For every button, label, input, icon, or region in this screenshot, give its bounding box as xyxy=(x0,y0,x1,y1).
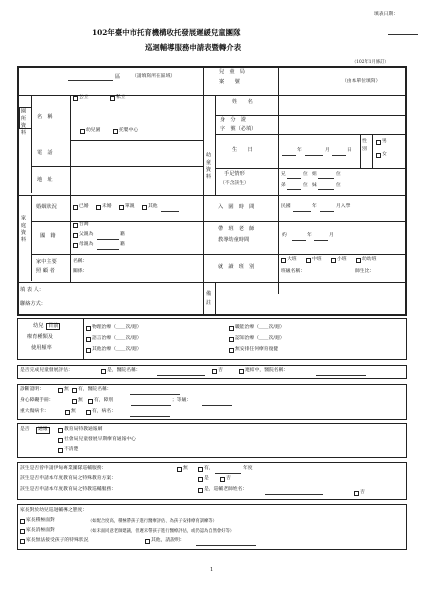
school-side-box xyxy=(19,107,32,129)
nationality-label: 國 籍 xyxy=(40,233,56,239)
diagnosis-none-option: 無 xyxy=(64,387,69,392)
therapy-label-box: 目前 xyxy=(48,323,59,329)
attitude-reject-option: 家長無法接受孩子的特殊狀況 xyxy=(26,538,89,543)
report-social-checkbox[interactable] xyxy=(58,438,63,443)
birth-year: 年 xyxy=(297,148,302,153)
q2-label: 該生是否申請本年度教育局之特殊教育方案： xyxy=(20,476,116,481)
caregiver-label-2: 照 顧 者 xyxy=(36,268,55,274)
siblings-younger-brother: 弟 xyxy=(281,183,286,188)
q3-no-checkbox[interactable] xyxy=(354,491,359,496)
rare-disease-label: 重大傷病卡： xyxy=(20,409,49,414)
report-label-box: 通報 xyxy=(38,427,48,432)
phone-label: 電 話 xyxy=(37,150,53,156)
kindergarten-checkbox[interactable] xyxy=(80,129,85,134)
teacher-years: 年 xyxy=(307,233,312,238)
class-toddler-option: 幼幼班 xyxy=(362,257,377,262)
caregiver-label: 家中主要 xyxy=(36,259,57,265)
female-option: 女 xyxy=(382,152,387,157)
attitude-title: 家長對於幼兒巡迴輔導之態度： xyxy=(20,508,88,513)
report-unknown-checkbox[interactable] xyxy=(58,448,63,453)
mother-nationality-option: 母親為 xyxy=(79,242,94,247)
siblings-brother: 兄 xyxy=(281,172,286,177)
q3-label: 該生是否申請本年度教育局之特教巡輔服務： xyxy=(20,487,116,492)
class-middle-option: 中班 xyxy=(312,257,322,262)
siblings-note: （不含該生） xyxy=(220,181,249,186)
filler-label: 填 表 人： xyxy=(20,287,45,293)
male-checkbox[interactable] xyxy=(376,140,381,145)
occupational-therapy-checkbox[interactable] xyxy=(229,326,234,331)
school-side-label: 園所資料 xyxy=(20,108,26,137)
case-no-hint: （由本單位填寫） xyxy=(342,79,381,84)
marital-other-checkbox[interactable] xyxy=(142,205,147,210)
caregiver-relation-label: 關係： xyxy=(73,269,88,274)
attitude-other-checkbox[interactable] xyxy=(145,539,150,544)
occupational-therapy-option: 職能治療（＿＿次/週） xyxy=(235,325,285,330)
married-checkbox[interactable] xyxy=(73,205,78,210)
q2-no-option: 否 xyxy=(226,476,231,481)
diagnosis-has-checkbox[interactable] xyxy=(72,388,77,393)
remark-label: 備註 xyxy=(206,291,212,306)
class-middle-checkbox[interactable] xyxy=(306,258,311,263)
q1-no-checkbox[interactable] xyxy=(177,467,182,472)
marital-label: 婚姻狀況 xyxy=(36,204,57,210)
therapy-label-2: 療育種類及 xyxy=(27,334,53,340)
nursery-option: 托嬰中心 xyxy=(119,128,139,133)
caregiver-name-label: 名稱： xyxy=(73,259,88,264)
attitude-positive-option: 家長積極面對 xyxy=(26,518,55,523)
mother-nationality-checkbox[interactable] xyxy=(73,243,78,248)
fill-date-label: 填表日期： xyxy=(374,12,398,17)
rare-none-option: 無 xyxy=(71,409,76,414)
attitude-passive-note: （如未面同意老師建議，但遲未帶孩子進行醫療評估，或仍認為自然會好等） xyxy=(88,529,235,534)
other-therapy-option: 其他治療（＿＿次/週） xyxy=(92,347,142,352)
therapy-section xyxy=(17,318,407,360)
evaluation-label: 是否完成兒童發展評估： xyxy=(20,368,73,373)
private-checkbox[interactable] xyxy=(110,96,115,101)
eval-no-option: 否 xyxy=(218,368,223,373)
q1-no-option: 無 xyxy=(183,466,188,471)
class-small-checkbox[interactable] xyxy=(331,258,336,263)
fill-date-line xyxy=(388,34,418,35)
speech-therapy-option: 語言治療（＿＿次/週） xyxy=(92,336,142,341)
child-side-label: 幼童資料 xyxy=(205,152,211,181)
gender-label-box xyxy=(362,138,370,154)
attitude-other-option: 其他，請說明： xyxy=(151,538,185,543)
q2-yes-checkbox[interactable] xyxy=(198,477,203,482)
disability-has-checkbox[interactable] xyxy=(88,399,93,404)
page-number: 1 xyxy=(210,567,214,573)
id-label: 身 分 證 xyxy=(220,117,246,123)
q2-no-checkbox[interactable] xyxy=(220,477,225,482)
school-name-label: 名 稱 xyxy=(37,114,53,120)
report-label: 是否 xyxy=(20,427,30,432)
birth-label: 生 日 xyxy=(232,147,253,153)
siblings-unit-3: 位 xyxy=(303,183,308,188)
q3-yes-checkbox[interactable] xyxy=(198,488,203,493)
marital-other-option: 其他 xyxy=(148,204,158,209)
diagnosis-label: 診斷證明： xyxy=(20,387,44,392)
taiwan-checkbox[interactable] xyxy=(73,223,78,228)
cognitive-therapy-option: 認知治療（＿＿次/週） xyxy=(235,336,285,341)
q2-yes-option: 是 xyxy=(204,476,209,481)
teacher-label-2: 教導幼童時間 xyxy=(218,237,250,243)
unmarried-option: 未婚 xyxy=(102,204,112,209)
diagnosis-none-checkbox[interactable] xyxy=(58,388,63,393)
enroll-month: 月入學 xyxy=(336,204,351,209)
physical-therapy-checkbox[interactable] xyxy=(86,326,91,331)
q1-year-label: 年度 xyxy=(243,466,253,471)
form-title-line1: 102年臺中市托育機構收托發展遲緩兒童團隊 xyxy=(92,28,241,37)
family-side-label: 家庭資料 xyxy=(20,215,26,244)
disability-label: 身心障礙手冊： xyxy=(20,398,54,403)
public-checkbox[interactable] xyxy=(73,96,78,101)
eval-no-checkbox[interactable] xyxy=(212,369,217,374)
report-education-option: 教育局特教通報網 xyxy=(64,427,103,432)
male-option: 男 xyxy=(382,139,387,144)
eval-yes-checkbox[interactable] xyxy=(101,369,106,374)
teacher-label: 帶 班 老 師 xyxy=(218,226,255,232)
married-option: 已婚 xyxy=(79,204,89,209)
enroll-label: 入 園 時 間 xyxy=(218,204,255,210)
disability-none-checkbox[interactable] xyxy=(72,399,77,404)
class-small-option: 小班 xyxy=(337,257,347,262)
disability-grade-label: ；等級： xyxy=(172,398,192,403)
female-checkbox[interactable] xyxy=(376,153,381,158)
main-table-frame xyxy=(17,66,407,316)
siblings-unit-4: 位 xyxy=(336,183,341,188)
father-nationality-option: 父親為 xyxy=(79,232,94,237)
district-line xyxy=(68,80,113,81)
version-note: （102年1月修訂） xyxy=(352,60,389,65)
no-therapy-checkbox[interactable] xyxy=(229,348,234,353)
rare-none-checkbox[interactable] xyxy=(65,410,70,415)
district-hint: （請填寫所在區域） xyxy=(132,74,176,79)
therapy-label-1: 幼兒 xyxy=(33,323,44,329)
form-title-line2: 巡迴輔導服務申請表暨轉介表 xyxy=(145,43,242,52)
gender-label: 性別 xyxy=(362,139,367,152)
siblings-label: 手足情形 xyxy=(224,171,245,177)
attitude-positive-note: （如配合度高，積極帶孩子進行醫療評估、為孩子安排療育訓練等） xyxy=(88,519,217,524)
father-nationality-suffix: 籍 xyxy=(120,232,125,237)
public-option: 公立 xyxy=(79,95,89,100)
report-unknown-option: 不清楚 xyxy=(64,447,79,452)
eval-referral-option: 連結中，醫院名稱： xyxy=(245,368,289,373)
enroll-prefix: 民國 xyxy=(281,204,291,209)
enroll-year: 年 xyxy=(312,204,317,209)
rare-has-checkbox[interactable] xyxy=(86,410,91,415)
unmarried-checkbox[interactable] xyxy=(96,205,101,210)
contact-label: 聯絡方式： xyxy=(20,301,46,307)
single-parent-option: 單親 xyxy=(125,204,135,209)
siblings-unit-1: 位 xyxy=(303,172,308,177)
class-name-label: 班級名稱： xyxy=(281,269,305,274)
eval-yes-option: 是，醫院名稱： xyxy=(107,368,141,373)
eval-referral-checkbox[interactable] xyxy=(239,369,244,374)
class-big-checkbox[interactable] xyxy=(281,258,286,263)
attitude-passive-checkbox[interactable] xyxy=(20,529,25,534)
q3-no-option: 否 xyxy=(360,490,365,495)
kindergarten-option: 幼兒園 xyxy=(86,128,101,133)
teacher-months: 月 xyxy=(329,233,334,238)
attitude-reject-checkbox[interactable] xyxy=(20,539,25,544)
q1-yes-checkbox[interactable] xyxy=(198,467,203,472)
diagnosis-has-option: 有，醫院名稱： xyxy=(78,387,112,392)
taiwan-option: 台灣 xyxy=(79,222,89,227)
case-no-label: 兒 童 局 xyxy=(219,69,245,75)
mother-nationality-suffix: 籍 xyxy=(120,242,125,247)
address-label: 地 址 xyxy=(37,177,53,183)
disability-has-option: 有，障別 xyxy=(94,398,114,403)
cognitive-therapy-checkbox[interactable] xyxy=(229,337,234,342)
nursery-checkbox[interactable] xyxy=(113,129,118,134)
speech-therapy-checkbox[interactable] xyxy=(86,337,91,342)
therapy-label-3: 使用頻率 xyxy=(31,345,52,351)
class-big-option: 大班 xyxy=(287,257,297,262)
q3-yes-option: 是，巡輔老師姓名： xyxy=(204,487,248,492)
physical-therapy-option: 物理治療（＿＿次/週） xyxy=(92,325,142,330)
q1-label: 該生是否曾申請伊甸專業團隊巡輔服務： xyxy=(20,466,107,471)
report-social-option: 社會局兒童發展早期療育通報中心 xyxy=(64,437,136,442)
father-nationality-checkbox[interactable] xyxy=(73,233,78,238)
child-name-label: 姓 名 xyxy=(232,99,253,105)
private-option: 私立 xyxy=(116,95,126,100)
id-label-2: 字 號（必填） xyxy=(220,126,257,132)
teacher-about: 約 xyxy=(282,233,287,238)
rare-has-option: 有，病名： xyxy=(92,409,116,414)
no-therapy-option: 無安排任何療育復健 xyxy=(235,347,279,352)
class-label: 就 讀 班 別 xyxy=(218,264,255,270)
district-label: 區 xyxy=(115,74,121,80)
q1-yes-option: 有， xyxy=(204,466,214,471)
report-education-checkbox[interactable] xyxy=(58,428,63,433)
birth-day: 日 xyxy=(347,148,352,153)
disability-none-option: 無 xyxy=(78,398,83,403)
class-ratio-label: 師生比： xyxy=(355,269,375,274)
birth-month: 月 xyxy=(325,148,330,153)
attitude-passive-option: 家長消極面對 xyxy=(26,528,55,533)
siblings-younger-sister: 妹 xyxy=(312,183,317,188)
case-no-label-2: 案 號 xyxy=(219,79,240,85)
other-therapy-checkbox[interactable] xyxy=(86,348,91,353)
attitude-positive-checkbox[interactable] xyxy=(20,519,25,524)
single-parent-checkbox[interactable] xyxy=(119,205,124,210)
siblings-elder-sister: 姐 xyxy=(312,172,317,177)
siblings-unit-2: 位 xyxy=(336,172,341,177)
class-toddler-checkbox[interactable] xyxy=(356,258,361,263)
